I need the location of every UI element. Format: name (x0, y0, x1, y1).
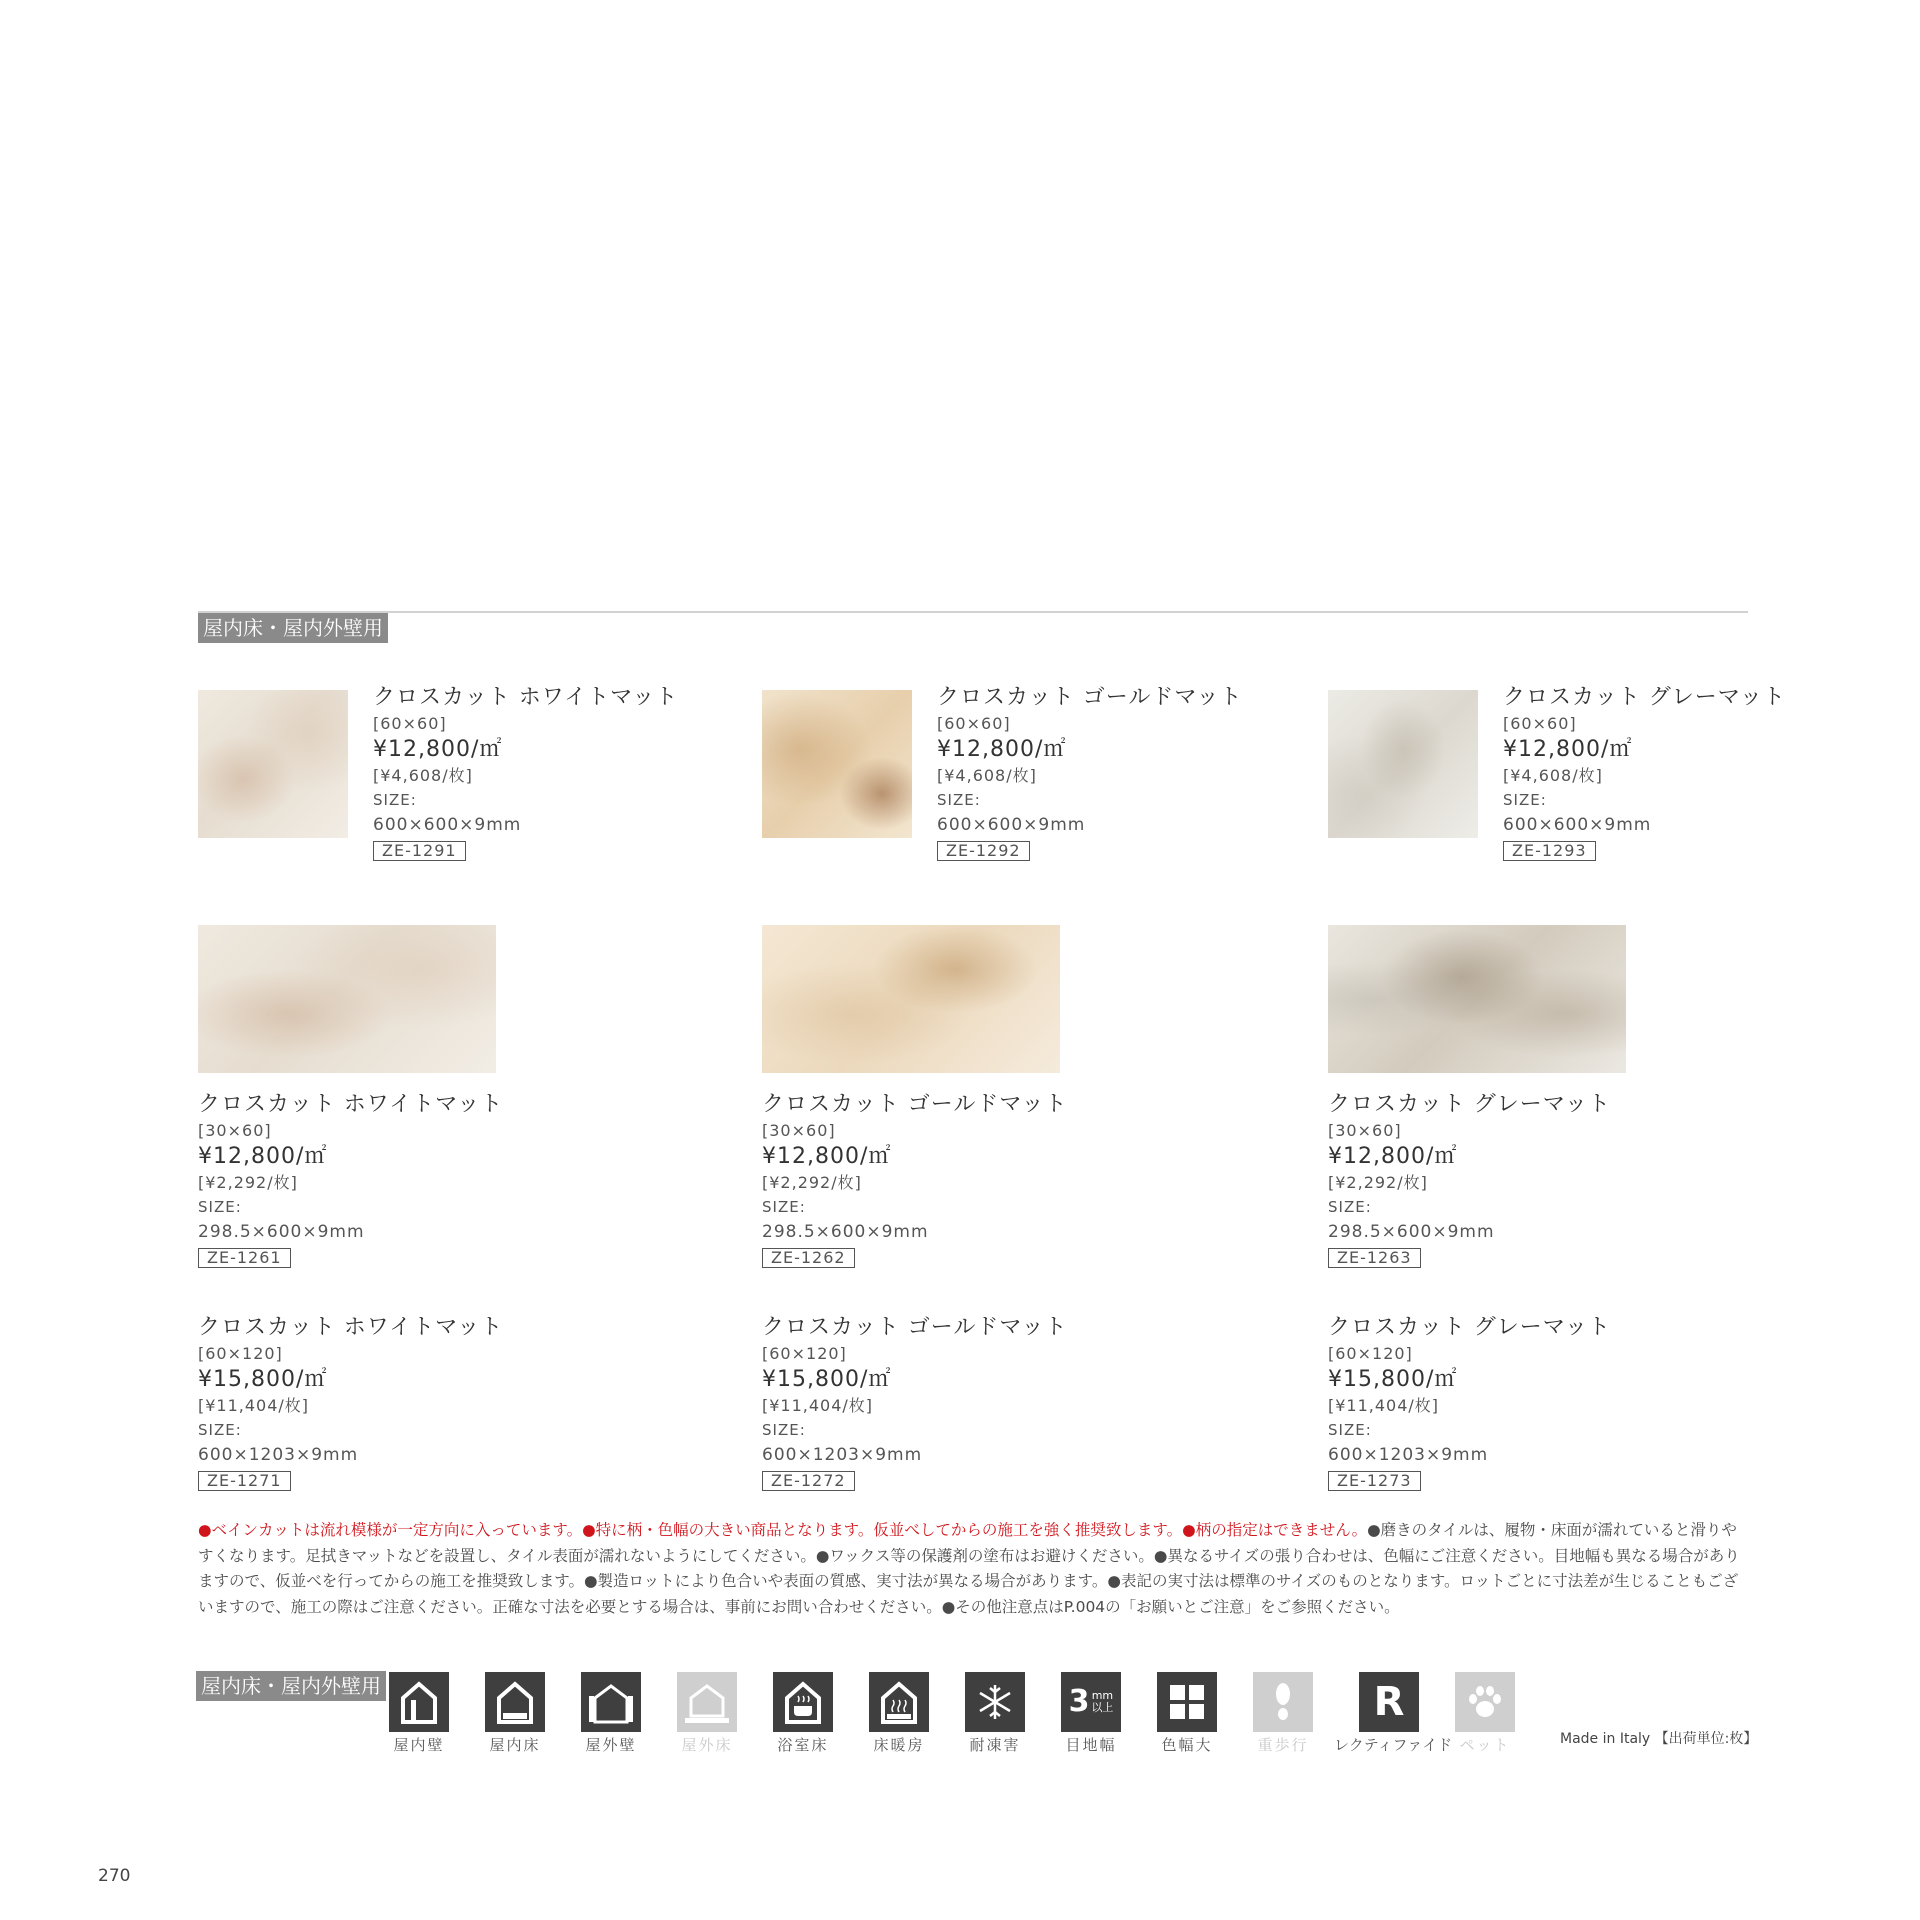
product-piece-price: [¥4,608/枚] (937, 766, 1037, 785)
feature-color-variation (1142, 1672, 1232, 1756)
color-variation-icon (1157, 1672, 1217, 1732)
product-ze-1262 (762, 1090, 1182, 1268)
product-dimensions: 600×1203×9mm (1328, 1445, 1489, 1465)
feature-outdoor-floor (662, 1672, 752, 1756)
product-price: ¥12,800/㎡ (937, 737, 1067, 762)
product-name: クロスカット グレーマット (1328, 1315, 1611, 1340)
size-label: SIZE: (1328, 1198, 1372, 1216)
product-piece-price: [¥4,608/枚] (1503, 766, 1603, 785)
size-label: SIZE: (937, 791, 981, 809)
house-wall-icon (389, 1672, 449, 1732)
product-size-tag: [60×60] (937, 714, 1011, 733)
product-piece-price: [¥4,608/枚] (373, 766, 473, 785)
product-piece-price: [¥11,404/枚] (198, 1396, 310, 1415)
product-dimensions: 600×600×9mm (937, 815, 1086, 835)
feature-label: 屋内床 (489, 1736, 541, 1754)
feature-label: ペット (1459, 1736, 1511, 1754)
product-code: ZE-1272 (762, 1471, 855, 1491)
rectified-letter: R (1373, 1679, 1405, 1725)
rectified-icon (1359, 1672, 1419, 1732)
feature-pet (1440, 1672, 1530, 1756)
product-size-tag: [60×60] (1503, 714, 1577, 733)
feature-label: 耐凍害 (969, 1736, 1021, 1754)
tile-image-grey-30x60 (1328, 925, 1626, 1073)
product-price: ¥12,800/㎡ (762, 1144, 892, 1169)
feature-rectified (1334, 1672, 1453, 1756)
product-piece-price: [¥11,404/枚] (1328, 1396, 1440, 1415)
snowflake-icon (965, 1672, 1025, 1732)
joint-width-unit-mm: mm (1091, 1689, 1114, 1702)
product-price: ¥15,800/㎡ (198, 1367, 328, 1392)
product-dimensions: 600×600×9mm (1503, 815, 1652, 835)
product-size-tag: [30×60] (1328, 1121, 1402, 1140)
product-dimensions: 298.5×600×9mm (198, 1222, 365, 1242)
product-ze-1291 (373, 683, 793, 861)
footprint-icon (1253, 1672, 1313, 1732)
feature-label: 目地幅 (1065, 1736, 1117, 1754)
joint-width-unit (1091, 1690, 1113, 1714)
product-code: ZE-1293 (1503, 841, 1596, 861)
product-code: ZE-1271 (198, 1471, 291, 1491)
product-dimensions: 298.5×600×9mm (762, 1222, 929, 1242)
product-code: ZE-1262 (762, 1248, 855, 1268)
tile-image-gold-30x60 (762, 925, 1060, 1073)
product-name: クロスカット グレーマット (1503, 685, 1786, 710)
product-ze-1272 (762, 1313, 1182, 1491)
feature-bath-floor (758, 1672, 848, 1756)
page-number: 270 (98, 1866, 131, 1886)
product-code: ZE-1291 (373, 841, 466, 861)
caution-notes-red: ●ベインカットは流れ模様が一定方向に入っています。●特に柄・色幅の大きい商品となります。仮並べしてからの施工を強く推奨致します。●柄の指定はできません。 (198, 1521, 1368, 1539)
size-label: SIZE: (762, 1421, 806, 1439)
joint-width-icon (1061, 1672, 1121, 1732)
feature-outdoor-wall (566, 1672, 656, 1756)
floor-heating-icon (869, 1672, 929, 1732)
tile-image-white-30x60 (198, 925, 496, 1073)
product-ze-1273 (1328, 1313, 1748, 1491)
joint-width-number: 3 (1068, 1684, 1090, 1719)
product-piece-price: [¥2,292/枚] (1328, 1173, 1428, 1192)
product-ze-1263 (1328, 1090, 1748, 1268)
feature-label: 色幅大 (1161, 1736, 1213, 1754)
feature-label: 浴室床 (777, 1736, 829, 1754)
product-piece-price: [¥11,404/枚] (762, 1396, 874, 1415)
outdoor-wall-icon (581, 1672, 641, 1732)
product-code: ZE-1273 (1328, 1471, 1421, 1491)
product-price: ¥15,800/㎡ (1328, 1367, 1458, 1392)
product-dimensions: 600×1203×9mm (762, 1445, 923, 1465)
product-dimensions: 600×1203×9mm (198, 1445, 359, 1465)
size-label: SIZE: (198, 1421, 242, 1439)
product-price: ¥12,800/㎡ (1503, 737, 1633, 762)
product-name: クロスカット ホワイトマット (198, 1315, 504, 1340)
feature-label: 床暖房 (873, 1736, 925, 1754)
origin-and-unit: Made in Italy 【出荷単位:枚】 (1560, 1731, 1758, 1747)
product-name: クロスカット ゴールドマット (937, 685, 1243, 710)
category-label: 屋内床・屋内外壁用 (198, 613, 388, 643)
product-size-tag: [60×120] (1328, 1344, 1413, 1363)
tile-image-white-60x60 (198, 690, 348, 838)
product-code: ZE-1263 (1328, 1248, 1421, 1268)
product-size-tag: [60×120] (762, 1344, 847, 1363)
size-label: SIZE: (373, 791, 417, 809)
feature-label: 重歩行 (1257, 1736, 1309, 1754)
product-code: ZE-1261 (198, 1248, 291, 1268)
feature-label: 屋外壁 (585, 1736, 637, 1754)
product-price: ¥12,800/㎡ (198, 1144, 328, 1169)
feature-floor-heating (854, 1672, 944, 1756)
product-ze-1293 (1503, 683, 1786, 861)
feature-indoor-wall (374, 1672, 464, 1756)
product-dimensions: 600×600×9mm (373, 815, 522, 835)
product-dimensions: 298.5×600×9mm (1328, 1222, 1495, 1242)
feature-label: 屋外床 (681, 1736, 733, 1754)
product-size-tag: [30×60] (198, 1121, 272, 1140)
feature-joint-width (1046, 1672, 1136, 1756)
product-name: クロスカット ゴールドマット (762, 1092, 1068, 1117)
joint-width-unit-min: 以上 (1091, 1701, 1114, 1714)
size-label: SIZE: (1328, 1421, 1372, 1439)
product-ze-1261 (198, 1090, 618, 1268)
feature-frost-resistant (950, 1672, 1040, 1756)
product-price: ¥12,800/㎡ (1328, 1144, 1458, 1169)
feature-label: レクティファイド (1334, 1736, 1453, 1754)
product-price: ¥15,800/㎡ (762, 1367, 892, 1392)
caution-notes-body: ●磨きのタイルは、履物・床面が濡れていると滑りやすくなります。足拭きマットなどを設置し、タイル表面が濡れないようにしてください。●ワックス等の保護剤の塗布はお避けください。●異なるサイズの張り合わせは、色幅にご注意ください。目地幅も異なる場合がありますので、仮並べを行ってからの施工を推奨致します。●製造ロットにより色合いや表面の質感、実寸法が異なる場合があります。●表記の実寸法は標準のサイズのものとなります。ロットごとに寸法差が生じることもございますので、施工の際はご注意ください。正確な寸法を必要とする場合は、事前にお問い合わせください。●その他注意点はP.004の「お願いとご注意」をご参照ください。 (198, 1521, 1740, 1616)
section-divider (198, 611, 1748, 613)
size-label: SIZE: (762, 1198, 806, 1216)
product-piece-price: [¥2,292/枚] (198, 1173, 298, 1192)
category-label-bottom: 屋内床・屋内外壁用 (196, 1671, 386, 1701)
product-code: ZE-1292 (937, 841, 1030, 861)
product-price: ¥12,800/㎡ (373, 737, 503, 762)
product-size-tag: [30×60] (762, 1121, 836, 1140)
house-floor-icon (485, 1672, 545, 1732)
product-name: クロスカット ホワイトマット (198, 1092, 504, 1117)
feature-indoor-floor (470, 1672, 560, 1756)
size-label: SIZE: (198, 1198, 242, 1216)
product-size-tag: [60×60] (373, 714, 447, 733)
product-name: クロスカット ホワイトマット (373, 685, 679, 710)
feature-label: 屋内壁 (393, 1736, 445, 1754)
size-label: SIZE: (1503, 791, 1547, 809)
bath-floor-icon (773, 1672, 833, 1732)
product-size-tag: [60×120] (198, 1344, 283, 1363)
product-name: クロスカット グレーマット (1328, 1092, 1611, 1117)
product-name: クロスカット ゴールドマット (762, 1315, 1068, 1340)
product-piece-price: [¥2,292/枚] (762, 1173, 862, 1192)
product-ze-1271 (198, 1313, 618, 1491)
feature-heavy-traffic (1238, 1672, 1328, 1756)
outdoor-floor-icon (677, 1672, 737, 1732)
paw-icon (1455, 1672, 1515, 1732)
product-ze-1292 (937, 683, 1357, 861)
caution-notes (198, 1518, 1746, 1620)
